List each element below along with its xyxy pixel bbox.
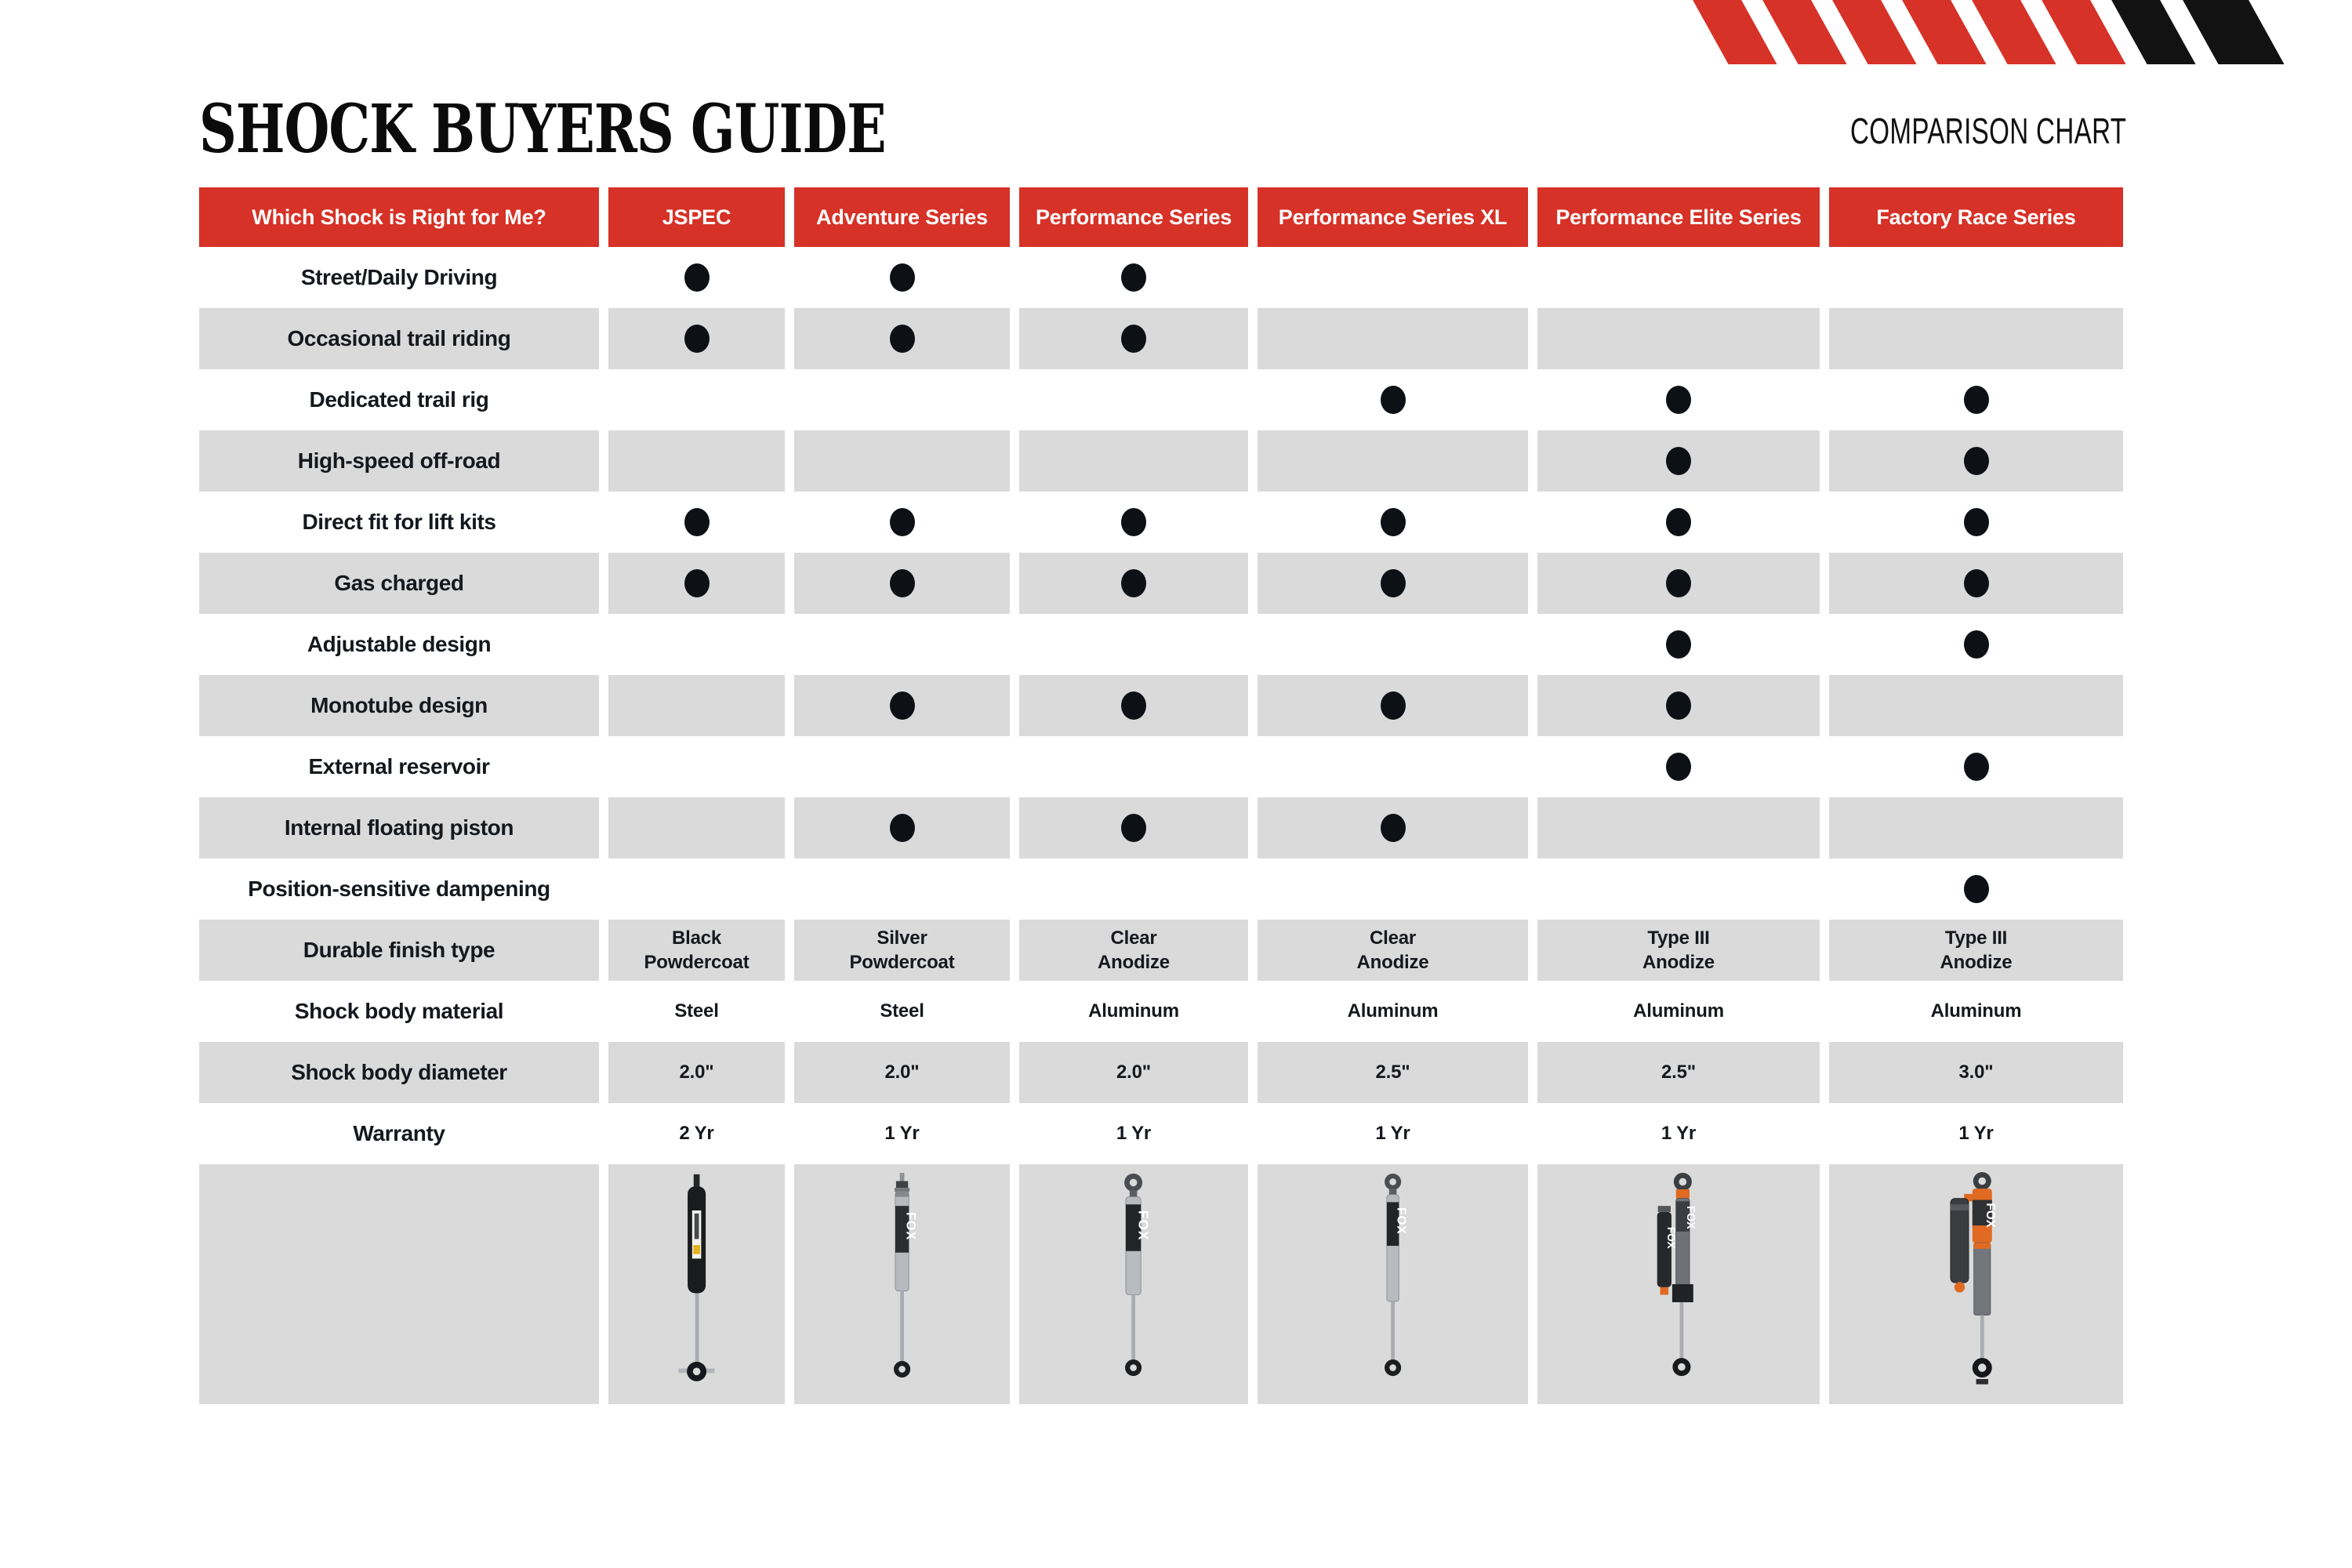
spec-value: 2 Yr [679, 1123, 714, 1145]
feature-dot [890, 569, 915, 597]
feature-cell [794, 797, 1010, 858]
feature-dot [1381, 386, 1406, 414]
spec-value: 2.0" [1116, 1062, 1151, 1083]
spec-value: Anodize [1098, 952, 1170, 973]
header-label: Factory Race Series [1876, 205, 2076, 229]
page-title: SHOCK BUYERS GUIDE [199, 89, 886, 169]
feature-dot [1666, 630, 1691, 659]
spec-value: Powdercoat [644, 952, 750, 973]
stripe-red [1971, 0, 2057, 64]
spec-value: 1 Yr [884, 1123, 920, 1145]
feature-cell [1258, 369, 1528, 430]
spec-value: Aluminum [1633, 1000, 1724, 1022]
svg-text:FOX: FOX [903, 1211, 918, 1241]
spec-value: Type III [1647, 927, 1710, 949]
feature-dot [1381, 691, 1406, 720]
header-label: JSPEC [662, 205, 731, 229]
feature-dot [1964, 447, 1989, 475]
spec-value: 3.0" [1958, 1062, 1994, 1083]
row-label-cell [199, 675, 599, 736]
spec-value-cell [608, 1042, 785, 1103]
spec-value: Aluminum [1088, 1000, 1179, 1022]
product-image-factory-race-shock [1931, 1171, 2021, 1397]
row-label: Shock body diameter [291, 1060, 507, 1084]
spec-value-cell [1258, 1042, 1528, 1103]
diagonal-stripes-decoration [1692, 0, 2289, 64]
spec-value-cell [1537, 1103, 1820, 1164]
spec-value: 1 Yr [1116, 1123, 1152, 1145]
feature-cell [1019, 369, 1248, 430]
feature-cell [1829, 492, 2123, 553]
row-label: Position-sensitive dampening [248, 877, 550, 901]
feature-dot [1121, 691, 1146, 720]
header-cell-series-4 [1258, 187, 1528, 247]
stripe-red [1831, 0, 1918, 64]
spec-value: Anodize [1940, 952, 2013, 973]
product-image-performance-xl-shock [1348, 1171, 1438, 1397]
row-label-cell [199, 247, 599, 308]
spec-value: 1 Yr [1661, 1123, 1697, 1145]
row-label: Internal floating piston [284, 815, 514, 840]
row-label: Monotube design [310, 693, 488, 717]
feature-cell [1537, 308, 1820, 369]
feature-cell [1019, 858, 1248, 920]
spec-value: Type III [1944, 927, 2008, 949]
feature-dot [684, 508, 710, 536]
feature-cell [1829, 553, 2123, 614]
spec-value: Anodize [1356, 952, 1429, 973]
spec-value: Steel [880, 1000, 924, 1022]
feature-cell [608, 308, 785, 369]
feature-cell [1537, 736, 1820, 797]
feature-cell [794, 308, 1010, 369]
feature-cell [1829, 430, 2123, 492]
header-cell-series-3 [1019, 187, 1248, 247]
feature-cell [608, 430, 785, 492]
feature-cell [1829, 736, 2123, 797]
feature-cell [794, 430, 1010, 492]
feature-cell [1537, 247, 1820, 308]
spec-value: 2.0" [884, 1062, 920, 1083]
feature-cell [1258, 247, 1528, 308]
feature-cell [1019, 736, 1248, 797]
spec-value-cell [608, 981, 785, 1042]
row-label: Occasional trail riding [287, 326, 511, 350]
feature-cell [1258, 308, 1528, 369]
feature-dot [890, 691, 915, 720]
header-cell-series-5 [1537, 187, 1820, 247]
feature-cell [608, 492, 785, 553]
spec-value-cell [1829, 920, 2123, 981]
feature-dot [1666, 386, 1691, 414]
spec-value: Silver [877, 927, 927, 949]
spec-value-cell [794, 1042, 1010, 1103]
feature-dot [1666, 508, 1691, 536]
feature-dot [1666, 691, 1691, 720]
feature-cell [1537, 553, 1820, 614]
row-label-cell [199, 369, 599, 430]
row-label-cell [199, 920, 599, 981]
product-image-performance-shock [1088, 1171, 1178, 1397]
feature-cell [794, 553, 1010, 614]
row-label-cell [199, 614, 599, 675]
spec-value-cell [608, 1103, 785, 1164]
row-label-cell [199, 1103, 599, 1164]
spec-value-cell [1537, 981, 1820, 1042]
spec-value: 1 Yr [1375, 1123, 1410, 1145]
feature-dot [890, 263, 915, 292]
header-cell-series-2 [794, 187, 1010, 247]
spec-value-cell [794, 920, 1010, 981]
feature-dot [684, 325, 710, 353]
row-label: Direct fit for lift kits [302, 510, 496, 534]
feature-cell [794, 675, 1010, 736]
header-label: Performance Series XL [1278, 205, 1508, 229]
spec-value: Anodize [1642, 952, 1715, 973]
feature-cell [1258, 858, 1528, 920]
feature-cell [1019, 430, 1248, 492]
spec-value: Powdercoat [849, 952, 955, 973]
page-subtitle: COMPARISON CHART [1849, 111, 2126, 151]
feature-cell [608, 797, 785, 858]
stripe-red [2041, 0, 2127, 64]
header-label: Adventure Series [816, 205, 988, 229]
row-label-cell [199, 492, 599, 553]
row-label-cell [199, 308, 599, 369]
feature-dot [1121, 508, 1146, 536]
feature-cell [1537, 430, 1820, 492]
stripe-black [2182, 0, 2285, 64]
spec-value: 2.5" [1375, 1062, 1410, 1083]
feature-dot [1381, 508, 1406, 536]
spec-value: Clear [1369, 927, 1417, 949]
feature-cell [1537, 614, 1820, 675]
feature-cell [1258, 797, 1528, 858]
row-label: External reservoir [308, 754, 490, 779]
spec-value-cell [1537, 920, 1820, 981]
feature-dot [890, 814, 915, 842]
row-label: Durable finish type [303, 938, 495, 962]
feature-cell [1537, 492, 1820, 553]
comparison-table [199, 187, 2123, 1404]
feature-cell [608, 736, 785, 797]
product-image-jspec-shock [652, 1171, 742, 1397]
spec-value: Clear [1110, 927, 1157, 949]
feature-dot [1666, 447, 1691, 475]
feature-cell [1019, 308, 1248, 369]
feature-cell [608, 369, 785, 430]
svg-text:FOX: FOX [1135, 1210, 1152, 1241]
row-label-cell [199, 797, 599, 858]
product-cell-factory-race [1829, 1164, 2123, 1404]
feature-dot [684, 263, 710, 292]
feature-cell [608, 553, 785, 614]
spec-value: Black [671, 927, 722, 949]
svg-text:FOX: FOX [1983, 1203, 1997, 1228]
spec-value-cell [608, 920, 785, 981]
row-label: Dedicated trail rig [309, 387, 489, 412]
feature-cell [1019, 492, 1248, 553]
feature-cell [1258, 492, 1528, 553]
header-label: Performance Elite Series [1555, 205, 1802, 229]
spec-value-cell [1258, 920, 1528, 981]
spec-value: 2.0" [679, 1062, 714, 1083]
feature-cell [1258, 675, 1528, 736]
spec-value: Aluminum [1347, 1000, 1439, 1022]
spec-value: Aluminum [1930, 1000, 2022, 1022]
spec-value-cell [1019, 920, 1248, 981]
feature-dot [1381, 569, 1406, 597]
feature-dot [1666, 753, 1691, 781]
feature-cell [1537, 858, 1820, 920]
product-image-adventure-shock [857, 1171, 947, 1397]
feature-dot [1666, 569, 1691, 597]
row-label: Shock body material [294, 999, 504, 1023]
feature-dot [1964, 753, 1989, 781]
feature-dot [1121, 814, 1146, 842]
spec-value-cell [1829, 1103, 2123, 1164]
product-cell-performance [1019, 1164, 1248, 1404]
feature-cell [1537, 369, 1820, 430]
spec-value-cell [1258, 981, 1528, 1042]
spec-value-cell [1829, 1042, 2123, 1103]
feature-dot [1964, 569, 1989, 597]
row-label: Warranty [353, 1121, 445, 1145]
feature-dot [1964, 875, 1989, 903]
header-cell-question [199, 187, 599, 247]
svg-text:FOX: FOX [1684, 1206, 1697, 1229]
spec-value-cell [1258, 1103, 1528, 1164]
feature-dot [1381, 814, 1406, 842]
feature-dot [1121, 325, 1146, 353]
row-label-cell [199, 858, 599, 920]
row-label-cell [199, 981, 599, 1042]
row-label: Street/Daily Driving [300, 265, 498, 289]
feature-cell [1019, 553, 1248, 614]
feature-cell [608, 858, 785, 920]
header-label: Performance Series [1035, 205, 1232, 229]
feature-cell [1019, 797, 1248, 858]
feature-cell [608, 675, 785, 736]
feature-cell [794, 858, 1010, 920]
header-cell-series-6 [1829, 187, 2123, 247]
feature-dot [1121, 569, 1146, 597]
spec-value-cell [1019, 1042, 1248, 1103]
spec-value-cell [1829, 981, 2123, 1042]
spec-value: Steel [674, 1000, 719, 1022]
feature-cell [1829, 247, 2123, 308]
product-row-label-cell [199, 1164, 599, 1404]
feature-cell [1019, 614, 1248, 675]
feature-cell [1829, 675, 2123, 736]
stripe-red [1901, 0, 1987, 64]
feature-dot [1964, 630, 1989, 659]
spec-value: 1 Yr [1958, 1123, 1994, 1145]
spec-value-cell [1019, 1103, 1248, 1164]
row-label: Gas charged [334, 571, 464, 595]
header-label: Which Shock is Right for Me? [252, 205, 546, 229]
feature-cell [608, 247, 785, 308]
svg-text:FOX: FOX [1394, 1207, 1408, 1235]
product-image-elite-shock [1633, 1171, 1723, 1397]
feature-cell [1258, 553, 1528, 614]
product-cell-performance-xl [1258, 1164, 1528, 1404]
feature-cell [1537, 675, 1820, 736]
spec-value-cell [1019, 981, 1248, 1042]
feature-dot [684, 569, 710, 597]
row-label-cell [199, 736, 599, 797]
feature-cell [1829, 614, 2123, 675]
feature-cell [794, 247, 1010, 308]
feature-cell [1829, 797, 2123, 858]
feature-dot [1964, 386, 1989, 414]
row-label-cell [199, 1042, 599, 1103]
product-cell-adventure [794, 1164, 1010, 1404]
feature-cell [1258, 614, 1528, 675]
spec-value: 2.5" [1661, 1062, 1696, 1083]
spec-value-cell [1537, 1042, 1820, 1103]
feature-cell [1537, 797, 1820, 858]
feature-cell [1829, 858, 2123, 920]
feature-cell [1258, 430, 1528, 492]
feature-dot [1121, 263, 1146, 292]
header-cell-series-1 [608, 187, 785, 247]
row-label-cell [199, 553, 599, 614]
feature-cell [794, 492, 1010, 553]
feature-cell [1258, 736, 1528, 797]
feature-cell [794, 736, 1010, 797]
feature-cell [1829, 369, 2123, 430]
feature-cell [794, 369, 1010, 430]
row-label: High-speed off-road [297, 448, 501, 473]
feature-cell [1829, 308, 2123, 369]
feature-cell [1019, 675, 1248, 736]
product-cell-elite [1537, 1164, 1820, 1404]
feature-cell [1019, 247, 1248, 308]
spec-value-cell [794, 1103, 1010, 1164]
feature-cell [794, 614, 1010, 675]
stripe-red [1692, 0, 1778, 64]
stripe-red [1762, 0, 1848, 64]
feature-dot [1964, 508, 1989, 536]
feature-dot [890, 325, 915, 353]
stripe-black [2111, 0, 2197, 64]
feature-cell [608, 614, 785, 675]
row-label: Adjustable design [307, 632, 492, 656]
spec-value-cell [794, 981, 1010, 1042]
row-label-cell [199, 430, 599, 492]
feature-dot [890, 508, 915, 536]
product-cell-jspec [608, 1164, 785, 1404]
svg-text:FOX: FOX [1665, 1227, 1678, 1249]
